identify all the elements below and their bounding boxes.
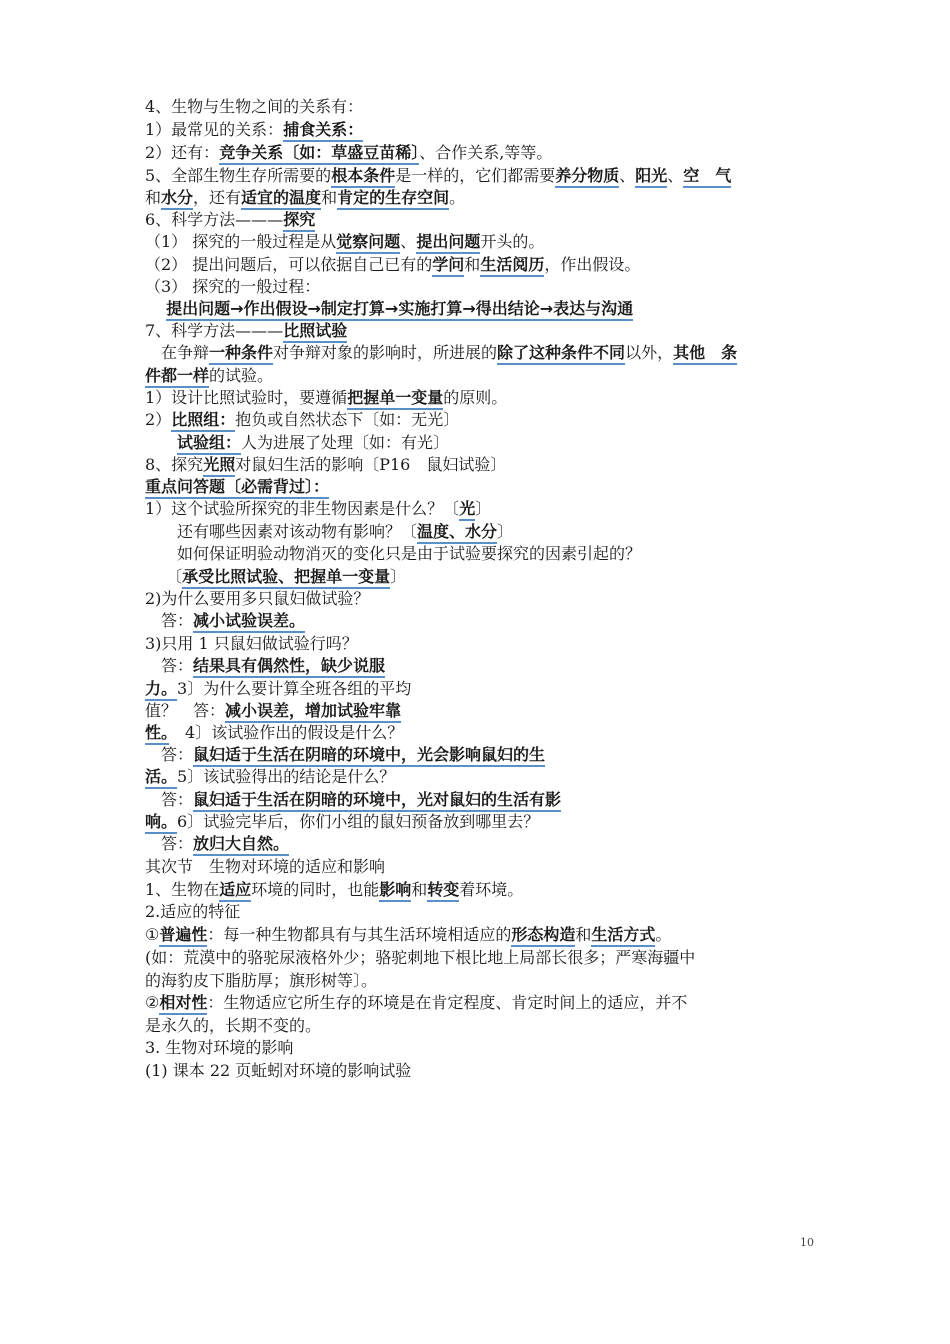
text-run: 答：	[145, 611, 194, 630]
text-line	[145, 498, 491, 520]
text-run: 的原则。	[443, 388, 508, 407]
emphasis: 温度、水分	[417, 522, 497, 544]
text-run: ①	[145, 925, 160, 944]
text-run: 值？ 答：	[145, 701, 226, 720]
text-line	[145, 142, 552, 164]
text-run: 答：	[145, 745, 194, 764]
text-line	[145, 789, 561, 811]
text-line	[145, 231, 544, 253]
emphasis: 转变	[427, 880, 459, 902]
emphasis: 适应	[219, 880, 251, 902]
text-run: 开头的。	[480, 232, 545, 251]
text-run: 答：	[145, 834, 194, 853]
text-run: 5〕该试验得出的结论是什么？	[177, 767, 396, 786]
text-run: 7、科学方法———	[145, 321, 284, 340]
emphasis: 学问	[432, 255, 464, 277]
emphasis: 生活阅历	[480, 255, 544, 277]
text-run: 8、探究	[145, 455, 204, 474]
text-line	[145, 970, 377, 992]
emphasis: 适宜的温度	[241, 188, 321, 210]
text-line	[145, 947, 695, 969]
text-run: 6〕试验完毕后，你们小组的鼠妇预备放到哪里去？	[177, 812, 540, 831]
emphasis: 比照试验	[283, 321, 347, 343]
emphasis: 觉察问题	[336, 232, 400, 254]
text-line	[145, 901, 240, 923]
emphasis: 肯定的生存空间	[337, 188, 449, 210]
text-run: (如：荒漠中的骆驼尿液格外少；骆驼刺地下根比地上局部长很多；严寒海疆中	[145, 948, 696, 967]
text-run: (1) 课本 22 页蚯蚓对环境的影响试验	[145, 1061, 412, 1080]
text-line	[145, 119, 363, 141]
text-line	[145, 700, 401, 722]
text-run: 、	[619, 166, 636, 185]
text-line	[145, 521, 513, 543]
text-line	[145, 633, 358, 655]
text-run: 1、生物在	[145, 880, 220, 899]
text-run: 着环境。	[459, 880, 524, 899]
emphasis: 把握单一变量	[347, 388, 443, 410]
text-run: 在争辩	[145, 343, 210, 362]
emphasis: 活。	[145, 767, 177, 789]
text-line	[145, 678, 411, 700]
text-run: 是永久的，长期不变的。	[145, 1016, 322, 1035]
text-line	[145, 276, 320, 298]
text-run: 2）	[145, 410, 172, 429]
emphasis: 重点问答题〔必需背过〕：	[145, 477, 329, 499]
emphasis: 一种条件	[209, 343, 273, 365]
emphasis: 减小试验误差。	[193, 611, 305, 633]
text-run: ，作出假设。	[544, 255, 641, 274]
text-run	[145, 299, 166, 318]
emphasis: 空 气	[683, 166, 731, 188]
emphasis: 响。	[145, 812, 177, 834]
text-line	[145, 432, 449, 454]
text-run: 抱负或自然状态下〔如：无光〕	[235, 410, 460, 429]
text-line	[145, 342, 737, 364]
text-run: 和	[321, 188, 338, 207]
text-run: 和	[145, 188, 162, 207]
text-run: ②	[145, 993, 160, 1012]
text-run: 如何保证明验动物消灭的变化只是由于试验要探究的因素引起的？	[145, 544, 642, 563]
text-run: 的试验。	[209, 366, 274, 385]
text-run: 2）还有：	[145, 143, 220, 162]
emphasis: 阳光	[635, 166, 667, 188]
text-run: 、	[667, 166, 684, 185]
text-run	[145, 433, 177, 452]
text-run: （1） 探究的一般过程是从	[145, 232, 337, 251]
text-line	[145, 992, 687, 1014]
text-line	[145, 588, 369, 610]
text-run: （3） 探究的一般过程：	[145, 277, 321, 296]
text-line	[145, 387, 507, 409]
text-run: 和	[575, 925, 592, 944]
text-run: 答：	[145, 656, 194, 675]
text-line	[145, 766, 395, 788]
emphasis: 光	[459, 499, 475, 521]
text-line	[145, 454, 506, 476]
text-line	[145, 833, 289, 855]
text-run: 以外，	[625, 343, 674, 362]
text-line	[145, 254, 640, 276]
text-line	[145, 543, 641, 565]
text-line	[145, 298, 633, 320]
text-run: ：生物适应它所生存的环境是在肯定程度、肯定时间上的适应，并不	[207, 993, 688, 1012]
text-line	[145, 811, 539, 833]
emphasis: 普遍性	[159, 925, 207, 947]
text-line	[145, 165, 731, 187]
text-run: 6、科学方法———	[145, 210, 284, 229]
emphasis: 提出问题→作出假设→制定打算→实施打算→得出结论→表达与沟通	[166, 299, 633, 321]
text-line	[145, 1037, 293, 1059]
text-run: ：每一种生物都具有与其生活环境相适应的	[207, 925, 512, 944]
emphasis: 光照	[203, 455, 235, 477]
text-run: 3. 生物对环境的影响	[145, 1038, 294, 1057]
text-run: ，还有	[193, 188, 242, 207]
text-line	[145, 879, 523, 901]
text-run: 4〕该试验作出的假设是什么？	[169, 723, 404, 742]
text-line	[145, 924, 671, 946]
emphasis: 影响	[379, 880, 411, 902]
emphasis: 比照组：	[171, 410, 235, 432]
text-run: 1）这个试验所探究的非生物因素是什么？〔	[145, 499, 460, 518]
emphasis: 承受比照试验、把握单一变量	[182, 567, 390, 589]
emphasis: 鼠妇适于生活在阴暗的环境中，光会影响鼠妇的生	[193, 745, 545, 767]
text-line	[145, 856, 385, 878]
text-run: 1）设计比照试验时，要遵循	[145, 388, 348, 407]
emphasis: 根本条件	[331, 166, 395, 188]
text-run: 。	[655, 925, 672, 944]
text-run: 和	[464, 255, 481, 274]
text-line	[145, 1060, 411, 1082]
emphasis: 其他 条	[673, 343, 737, 365]
text-line	[145, 209, 315, 231]
text-run: 1）最常见的关系：	[145, 120, 284, 139]
page-number: 10	[800, 1236, 814, 1249]
text-line	[145, 744, 545, 766]
text-line	[145, 320, 347, 342]
emphasis: 生活方式	[591, 925, 655, 947]
text-line	[145, 187, 465, 209]
text-run: 。	[449, 188, 466, 207]
emphasis: 竞争关系〔如：草盛豆苗稀〕	[219, 143, 419, 165]
text-run: 对鼠妇生活的影响〔P16 鼠妇试验〕	[235, 455, 507, 474]
text-run: 3)只用 1 只鼠妇做试验行吗？	[145, 634, 358, 653]
text-run: 答：	[145, 790, 194, 809]
text-run: 4、生物与生物之间的关系有：	[145, 97, 364, 116]
text-line	[145, 655, 385, 677]
text-run: 2)为什么要用多只鼠妇做试验？	[145, 589, 370, 608]
emphasis: 减小误差，增加试验牢靠	[225, 701, 401, 723]
emphasis: 性。	[145, 723, 169, 745]
text-run: 和	[411, 880, 428, 899]
emphasis: 提出问题	[416, 232, 480, 254]
emphasis: 试验组：	[177, 433, 241, 455]
text-run: 、合作关系,等等。	[419, 143, 553, 162]
text-run: 还有哪些因素对该动物有影响？〔	[145, 522, 418, 541]
emphasis: 养分物质	[555, 166, 619, 188]
emphasis: 水分	[161, 188, 193, 210]
emphasis: 探究	[283, 210, 315, 232]
text-run: 〔	[145, 567, 183, 586]
text-run: 是一样的，它们都需要	[395, 166, 556, 185]
emphasis: 力。	[145, 679, 177, 701]
text-line	[145, 566, 406, 588]
text-run: 2.适应的特征	[145, 902, 241, 921]
emphasis: 形态构造	[511, 925, 575, 947]
emphasis: 放归大自然。	[193, 834, 289, 856]
emphasis: 件都一样	[145, 366, 209, 388]
text-run: 〕	[497, 522, 514, 541]
text-line	[145, 476, 329, 498]
text-run: 对争辩对象的影响时，所进展的	[273, 343, 498, 362]
text-run: 人为进展了处理〔如：有光〕	[241, 433, 450, 452]
text-line	[145, 365, 273, 387]
text-line	[145, 96, 363, 118]
emphasis: 相对性	[159, 993, 207, 1015]
text-run: 5、全部生物生存所需要的	[145, 166, 332, 185]
text-line	[145, 722, 403, 744]
text-run: 环境的同时，也能	[251, 880, 380, 899]
emphasis: 鼠妇适于生活在阴暗的环境中，光对鼠妇的生活有影	[193, 790, 561, 812]
text-run: 、	[400, 232, 417, 251]
text-run: 的海豹皮下脂肪厚；旗形树等〕。	[145, 971, 378, 990]
text-run: 〕	[475, 499, 492, 518]
text-line	[145, 610, 305, 632]
text-run: 3〕为什么要计算全班各组的平均	[177, 679, 412, 698]
emphasis: 结果具有偶然性，缺少说服	[193, 656, 385, 678]
text-run: （2） 提出问题后，可以依据自己已有的	[145, 255, 433, 274]
emphasis: 除了这种条件不同	[497, 343, 625, 365]
text-line	[145, 1015, 321, 1037]
emphasis: 捕食关系：	[283, 120, 363, 142]
text-run: 〕	[390, 567, 407, 586]
text-run: 其次节 生物对环境的适应和影响	[145, 857, 386, 876]
text-line	[145, 409, 459, 431]
